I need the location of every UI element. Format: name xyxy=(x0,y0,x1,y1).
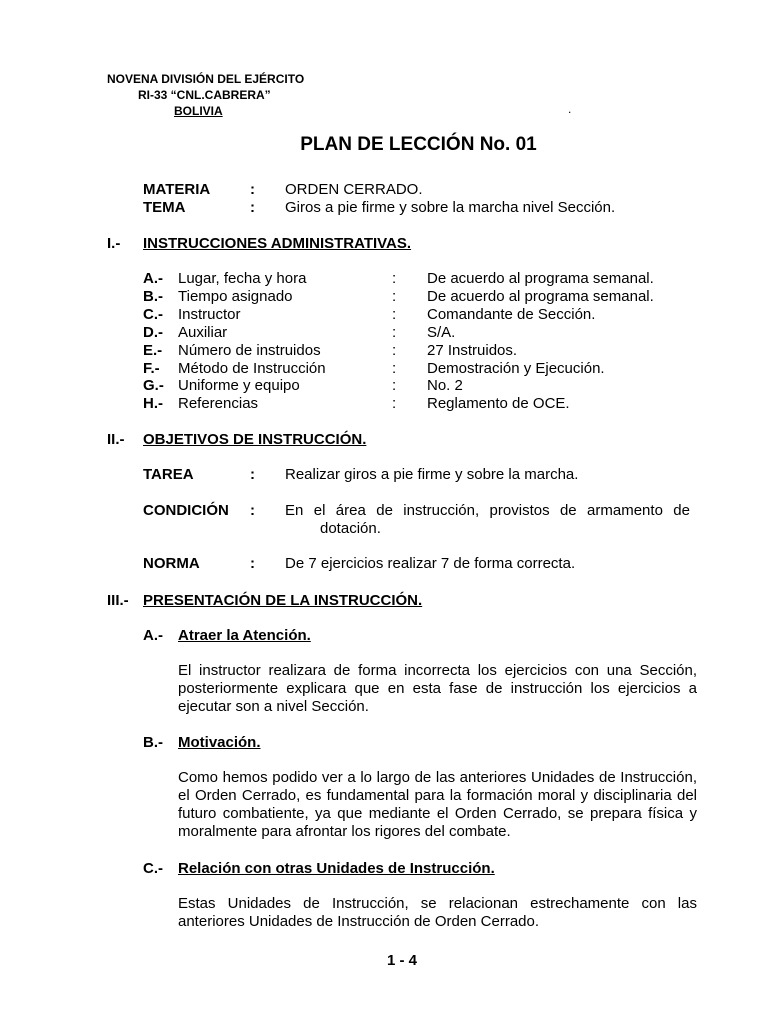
item-letter: F.- xyxy=(143,360,160,377)
item-value: Reglamento de OCE. xyxy=(427,395,570,412)
item-label: Lugar, fecha y hora xyxy=(178,270,307,287)
materia-value: ORDEN CERRADO. xyxy=(285,181,423,198)
item-value: Comandante de Sección. xyxy=(427,306,596,323)
materia-label: MATERIA xyxy=(143,181,211,198)
item-letter: G.- xyxy=(143,377,164,394)
item-value: De acuerdo al programa semanal. xyxy=(427,288,654,305)
paragraph-line: El instructor realizara de forma incorrecta los ejercicios con una Sección, xyxy=(178,662,697,679)
tema-colon: : xyxy=(250,199,255,216)
header-dot: . xyxy=(568,102,572,116)
section-2-heading: OBJETIVOS DE INSTRUCCIÓN. xyxy=(143,431,367,448)
item-colon: : xyxy=(392,377,397,394)
item-colon: : xyxy=(392,270,397,287)
condicion-line: dotación. xyxy=(320,520,381,537)
paragraph-line: ejecutar son a nivel Sección. xyxy=(178,698,369,715)
item-label: Método de Instrucción xyxy=(178,360,326,377)
item-letter: C.- xyxy=(143,306,163,323)
condicion-line: En el área de instrucción, provistos de armamento de xyxy=(285,502,690,519)
paragraph-line: posteriormente explicara que en esta fase de instrucción los ejercicios a xyxy=(178,680,697,697)
item-colon: : xyxy=(392,306,397,323)
paragraph-line: anteriores Unidades de Instrucción de Orden Cerrado. xyxy=(178,913,540,930)
item-label: Uniforme y equipo xyxy=(178,377,300,394)
item-letter: B.- xyxy=(143,288,163,305)
item-letter: A.- xyxy=(143,270,163,287)
section-1-heading: INSTRUCCIONES ADMINISTRATIVAS. xyxy=(143,235,412,252)
section-3-number: III.- xyxy=(107,592,129,609)
item-label: Instructor xyxy=(178,306,241,323)
item-value: 27 Instruidos. xyxy=(427,342,518,359)
page-number: 1 - 4 xyxy=(386,952,417,969)
subsection-b-heading: Motivación. xyxy=(178,734,261,751)
item-colon: : xyxy=(392,342,397,359)
subsection-c-paragraph xyxy=(178,895,697,931)
tema-value: Giros a pie firme y sobre la marcha nivel Sección. xyxy=(285,199,616,216)
tarea-value: Realizar giros a pie firme y sobre la marcha. xyxy=(285,466,579,483)
materia-colon: : xyxy=(250,181,255,198)
item-label: Referencias xyxy=(178,395,259,412)
item-value: S/A. xyxy=(427,324,456,341)
tarea-label: TAREA xyxy=(143,466,194,483)
section-1-number: I.- xyxy=(107,235,121,252)
norma-colon: : xyxy=(250,555,255,572)
paragraph-line: moralmente para afrontar los rigores del combate. xyxy=(178,823,511,840)
item-letter: E.- xyxy=(143,342,163,359)
subsection-c-heading: Relación con otras Unidades de Instrucción. xyxy=(178,860,495,877)
section-3-heading: PRESENTACIÓN DE LA INSTRUCCIÓN. xyxy=(143,592,423,609)
norma-value: De 7 ejercicios realizar 7 de forma correcta. xyxy=(285,555,576,572)
item-colon: : xyxy=(392,360,397,377)
tarea-colon: : xyxy=(250,466,255,483)
paragraph-line: futuro combatiente, ya que mediante el Orden Cerrado, se prepara física y xyxy=(178,805,697,822)
norma-label: NORMA xyxy=(143,555,200,572)
item-label: Auxiliar xyxy=(178,324,228,341)
paragraph-line: Estas Unidades de Instrucción, se relacionan estrechamente con las xyxy=(178,895,697,912)
page-title: PLAN DE LECCIÓN No. 01 xyxy=(300,134,537,155)
item-letter: D.- xyxy=(143,324,163,341)
item-colon: : xyxy=(392,324,397,341)
item-label: Número de instruidos xyxy=(178,342,321,359)
subsection-b-letter: B.- xyxy=(143,734,163,751)
item-value: No. 2 xyxy=(427,377,463,394)
subsection-a-heading: Atraer la Atención. xyxy=(178,627,311,644)
condicion-colon: : xyxy=(250,502,255,519)
item-label: Tiempo asignado xyxy=(178,288,293,305)
subsection-a-paragraph xyxy=(178,662,697,716)
tema-label: TEMA xyxy=(143,199,186,216)
subsection-a-letter: A.- xyxy=(143,627,163,644)
header-country: BOLIVIA xyxy=(174,104,223,118)
header-regiment: RI-33 “CNL.CABRERA” xyxy=(138,88,271,102)
item-colon: : xyxy=(392,395,397,412)
header-division: NOVENA DIVISIÓN DEL EJÉRCITO xyxy=(107,72,305,86)
item-value: De acuerdo al programa semanal. xyxy=(427,270,654,287)
subsection-c-letter: C.- xyxy=(143,860,163,877)
condicion-value xyxy=(285,502,690,520)
paragraph-line: Como hemos podido ver a lo largo de las anteriores Unidades de Instrucción, xyxy=(178,769,697,786)
condicion-label: CONDICIÓN xyxy=(143,502,229,519)
item-colon: : xyxy=(392,288,397,305)
item-value: Demostración y Ejecución. xyxy=(427,360,605,377)
section-2-number: II.- xyxy=(107,431,125,448)
paragraph-line: el Orden Cerrado, es fundamental para la formación moral y disciplinaria del xyxy=(178,787,697,804)
subsection-b-paragraph xyxy=(178,769,697,841)
item-letter: H.- xyxy=(143,395,163,412)
